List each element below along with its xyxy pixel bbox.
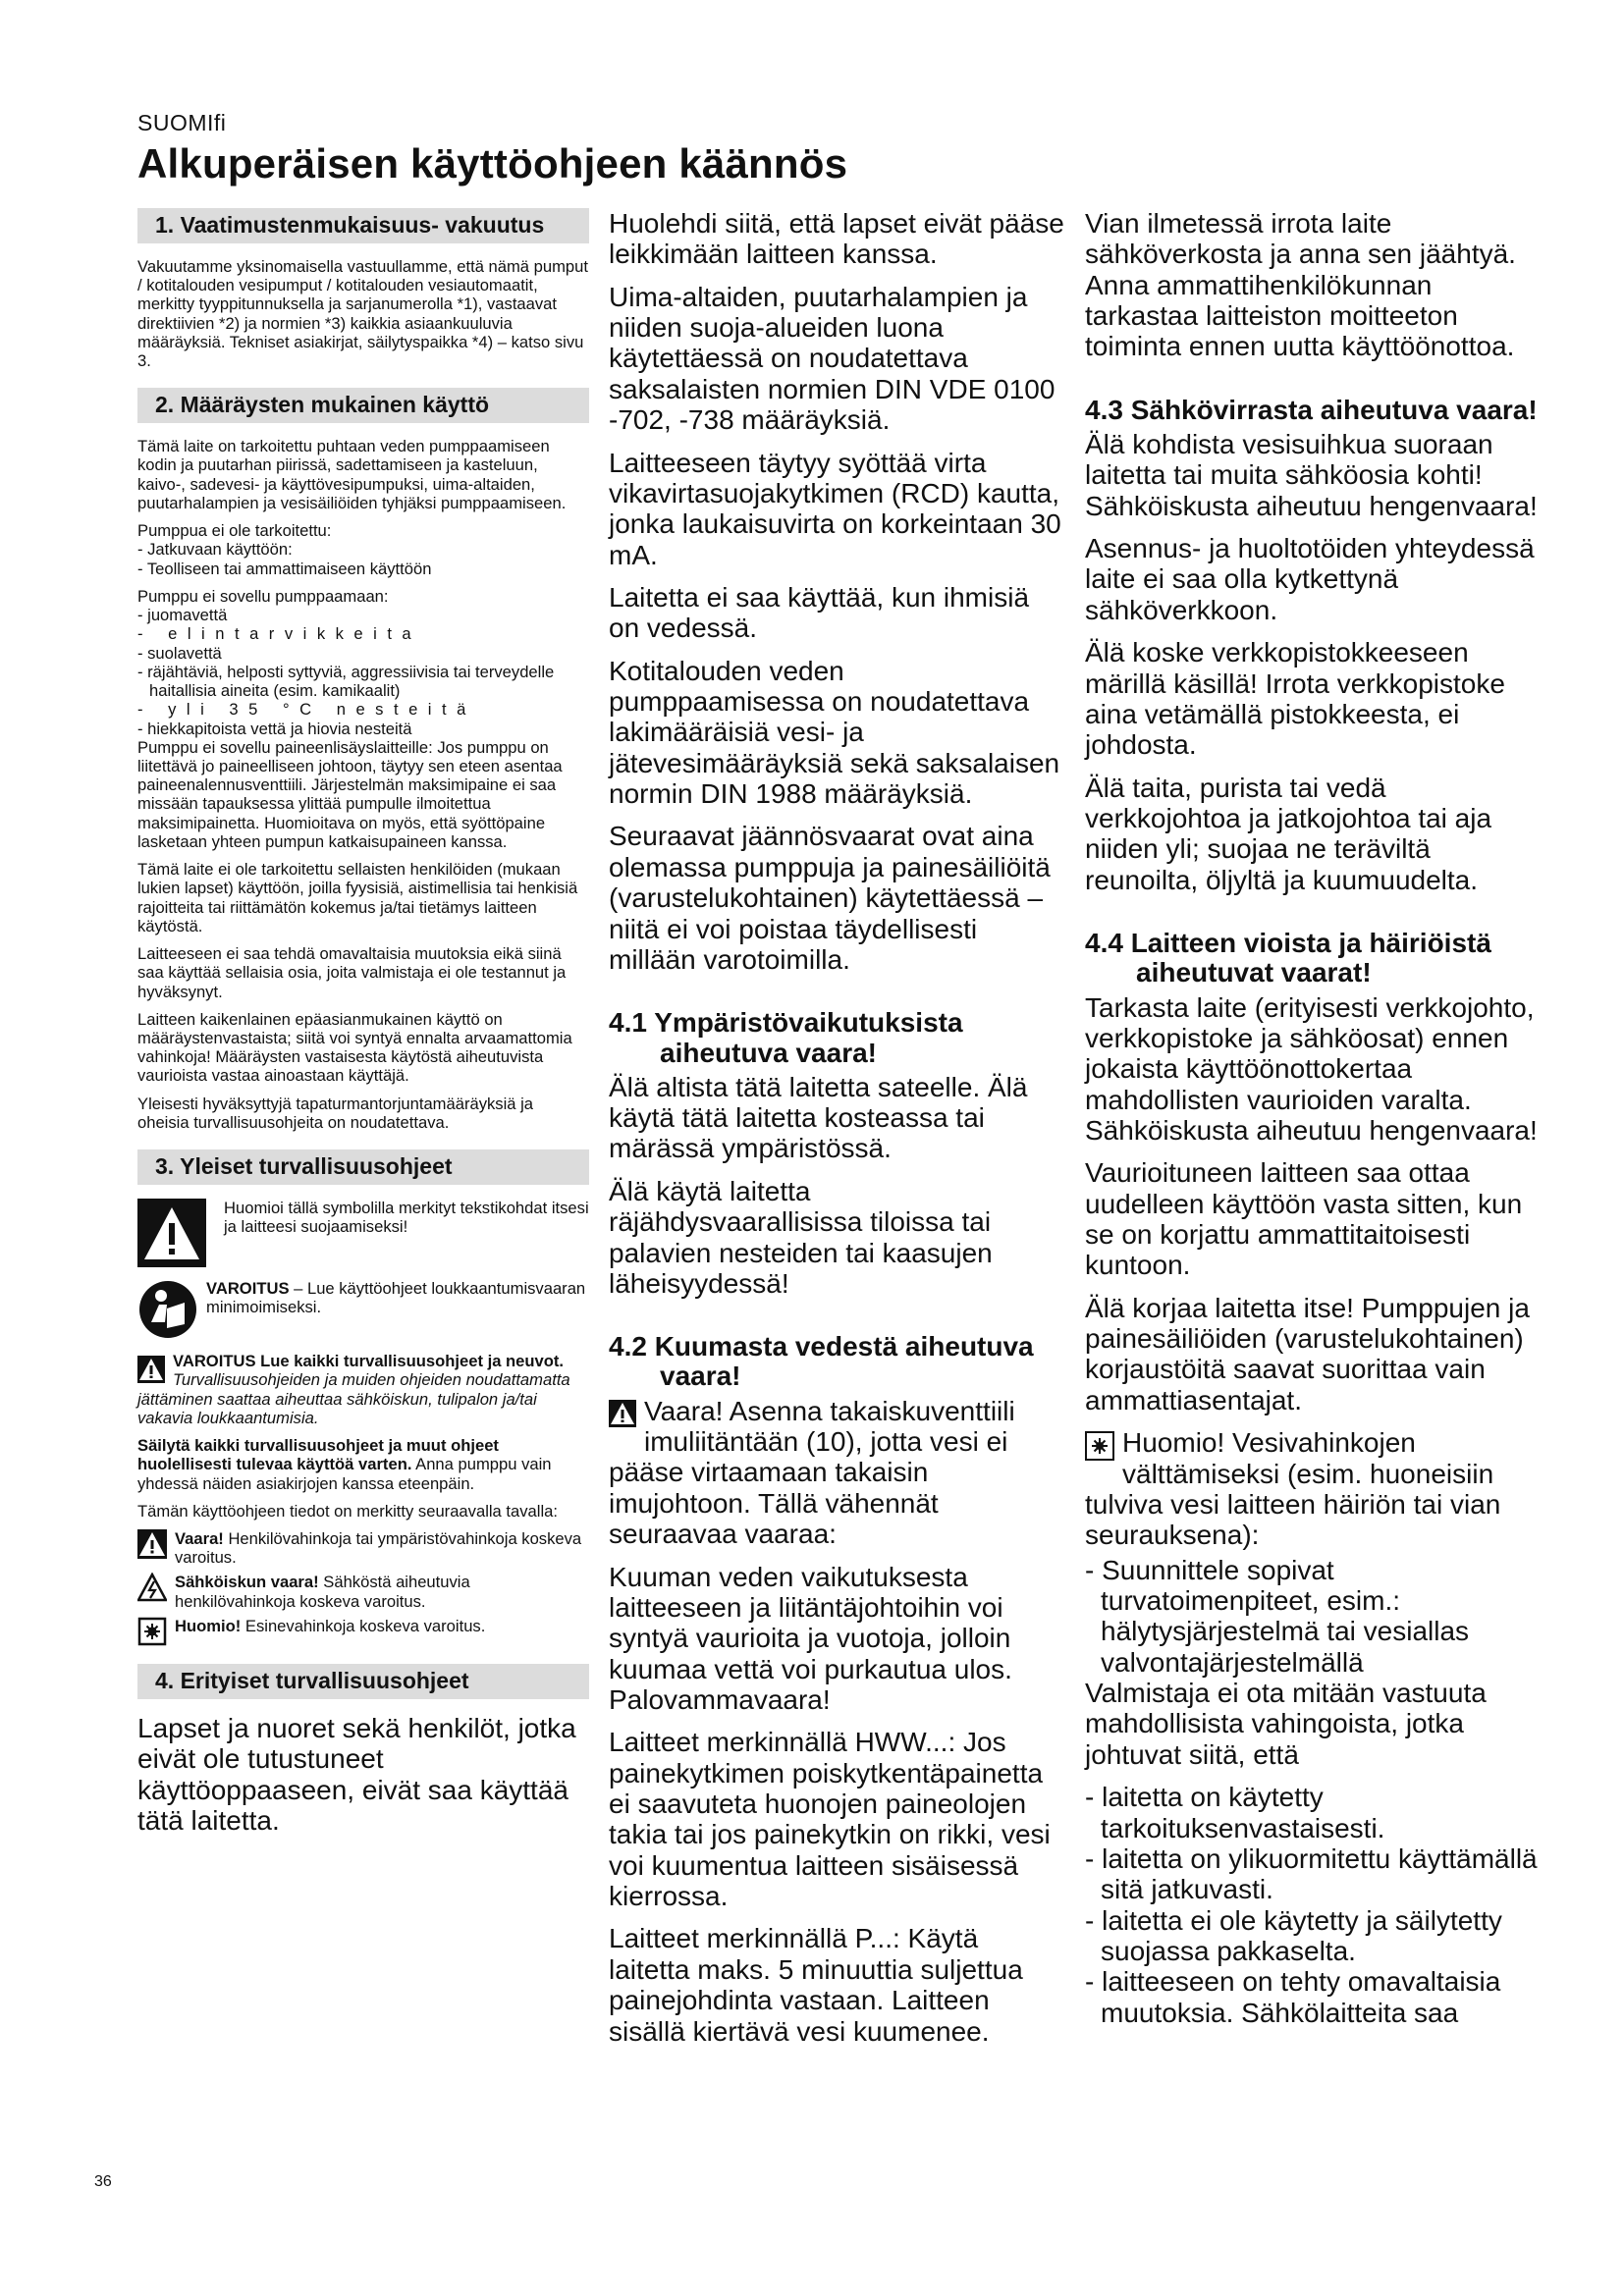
subsection-4-4-p4 xyxy=(1085,1427,1544,1550)
huomio-row xyxy=(137,1617,589,1646)
subsection-4-2-p2: Kuuman veden vaikutuksesta laitteeseen ja liitäntäjohtoihin voi syntyä vaurioita ja vuotoja, jolloin kuumaa vettä voi purkautua ulos. Palovammavaara! xyxy=(609,1561,1012,1715)
warning-symbol-row xyxy=(137,1199,589,1267)
list-item: - juomavettä xyxy=(137,606,228,625)
not-intended-block xyxy=(137,521,589,578)
warning-icon xyxy=(137,1356,165,1383)
pressure-note: Pumppu ei sovellu paineenlisäyslaitteille: Jos pumppu on liitettävä jo paineelliseen johtoon, täytyy sen eteen asentaa paineenalennusventtiili. Järjestelmän maksimipaine ei saa missään tapauksessa ylittää pumpulle ilmoitettua maksimipainetta. Huomioitava on myös, että syöttöpaine lasketaan yhteen pumpun katkaisupaineen kanssa. xyxy=(137,737,563,851)
section-4-p3: Uima-altaiden, puutarhalampien ja niiden suoja-alueiden luona käytettäessä on noudatettava saksalaisten normien DIN VDE 0100 -702, -738 määräyksiä. xyxy=(609,281,1056,436)
keep-text: Anna pumppu vain yhdessä näiden asiakirjojen kanssa eteenpäin. xyxy=(137,1455,552,1493)
subsection-4-4-p2: Vaurioituneen laitteen saa ottaa uudelleen käyttöön vasta sitten, kun se on korjattu ammattitaitoisesti kuntoon. xyxy=(1085,1157,1523,1281)
marking-intro: Tämän käyttöohjeen tiedot on merkitty seuraavalla tavalla: xyxy=(137,1501,558,1521)
read-manual-icon xyxy=(137,1279,198,1340)
list-item: - räjähtäviä, helposti syttyviä, aggressiivisia tai terveydelle haitallisia aineita (esim. kamikaalit) xyxy=(137,662,555,701)
subsection-4-2-p1 xyxy=(609,1396,1066,1550)
vaara-label: Vaara! xyxy=(175,1528,224,1548)
subsection-4-3-p1: Älä kohdista vesisuihkua suoraan laitetta tai muita sähköosia kohti! Sähköiskusta aiheutuu hengenvaara! xyxy=(1085,429,1538,521)
list-item: - laitteeseen on tehty omavaltaisia muutoksia. Sähkölaitteita saa xyxy=(1085,1966,1501,2028)
column-1 xyxy=(137,208,589,1844)
subsection-4-4-p4-text: Huomio! Vesivahinkojen välttämiseksi (esim. huoneisiin tulviva vesi laitteen häiriön tai vian seurauksena): xyxy=(1085,1427,1501,1551)
shock-text: Sähköstä aiheutuvia henkilövahinkoja koskeva varoitus. xyxy=(175,1573,470,1611)
section-2-intro: Tämä laite on tarkoitettu puhtaan veden pumppaamiseen kodin ja puutarhan piirissä, sadettamiseen ja kasteluun, kaivo-, sadevesi- ja käyttövesipumpuksi, uima-altaiden, puutarhalampien ja vesisäiliöiden tyhjäksi pumppaamiseen. xyxy=(137,437,567,512)
subsection-4-1-heading: 4.1 Ympäristövaikutuksista aiheutuva vaara! xyxy=(609,1007,963,1068)
keep-bold: Säilytä kaikki turvallisuusohjeet ja muut ohjeet huolellisesti tulevaa käyttöä varten. xyxy=(137,1436,499,1474)
section-4-p2: Huolehdi siitä, että lapset eivät pääse leikkimään laitteen kanssa. xyxy=(609,208,1064,270)
section-1-heading: 1. Vaatimustenmukaisuus- vakuutus xyxy=(137,208,589,243)
vaara-text: Henkilövahinkoja tai ympäristövahinkoja koskeva varoitus. xyxy=(175,1528,582,1568)
subsection-4-4-p5: Valmistaja ei ota mitään vastuuta mahdollisista vahingoista, jotka johtuvat siitä, että xyxy=(1085,1678,1487,1770)
varoitus-label: VAROITUS xyxy=(206,1279,290,1299)
page-title: Alkuperäisen käyttöohjeen käännös xyxy=(137,140,848,187)
subsection-4-1-p1: Älä altista tätä laitetta sateelle. Älä käytä tätä laitetta kosteassa tai märässä ympäristössä. xyxy=(609,1071,1028,1164)
varoitus-text: – Lue käyttöohjeet loukkaantumisvaaran minimoimiseksi. xyxy=(206,1279,586,1317)
page-header xyxy=(137,110,847,187)
section-4-p1: Lapset ja nuoret sekä henkilöt, jotka eivät ole tutustuneet käyttöoppaaseen, eivät saa käyttää tätä laitetta. xyxy=(137,1712,576,1836)
section-3-heading: 3. Yleiset turvallisuusohjeet xyxy=(137,1149,589,1185)
list-item: - Teolliseen tai ammattimaiseen käyttöön xyxy=(137,559,432,578)
not-suitable-block xyxy=(137,587,589,738)
section-1-text: Vakuutamme yksinomaisella vastuullamme, että nämä pumput / kotitalouden vesipumput / kotitalouden vesiautomaatit, merkitty tyyppitunnuksella ja sarjanumerolla *1), vastaavat direktiivien *2) ja normien *3) kaikkia asiaankuuluvia määräyksiä. Tekniset asiakirjat, säilytyspaikka *4) – katso sivu 3. xyxy=(137,256,588,371)
precaution-list xyxy=(1085,1555,1544,1678)
section-4-heading: 4. Erityiset turvallisuusohjeet xyxy=(137,1664,589,1699)
language-label: SUOMIfi xyxy=(137,110,227,135)
list-item: - elintarvikkeita xyxy=(137,624,422,644)
huomio-label: Huomio! xyxy=(175,1616,242,1635)
list-item: - Suunnittele sopivat turvatoimenpiteet, esim.: hälytysjärjestelmä tai vesiallas valvontajärjestelmällä xyxy=(1085,1554,1470,1678)
subsection-4-2-heading: 4.2 Kuumasta vedestä aiheutuva vaara! xyxy=(609,1331,1034,1392)
attention-box-icon xyxy=(1085,1431,1114,1461)
list-item: - suolavettä xyxy=(137,643,222,663)
warning-paragraph xyxy=(137,1352,589,1427)
list-item: - hiekkapitoista vettä ja hiovia nesteitä xyxy=(137,719,412,738)
manual-symbol-row xyxy=(137,1279,589,1340)
subsection-4-3-p4: Älä taita, purista tai vedä verkkojohtoa ja jatkojohtoa tai aja niiden yli; suojaa ne teräviltä reunoilta, öljyltä ja kuumuudelta. xyxy=(1085,772,1492,895)
column-2 xyxy=(609,208,1066,2058)
fault-paragraph: Vian ilmetessä irrota laite sähköverkosta ja anna sen jäähtyä. Anna ammattihenkilökunnan tarkastaa laitteiston moitteeton toiminta ennen uutta käyttöönottoa. xyxy=(1085,208,1516,362)
warning-triangle-icon xyxy=(137,1199,206,1267)
liability-list xyxy=(1085,1782,1544,2028)
danger-icon xyxy=(609,1400,636,1427)
section-4-p5: Laitetta ei saa käyttää, kun ihmisiä on vedessä. xyxy=(609,581,1030,644)
keep-instructions xyxy=(137,1436,589,1493)
subsection-4-3-p2: Asennus- ja huoltotöiden yhteydessä laite ei saa olla kytkettynä sähköverkkoon. xyxy=(1085,533,1535,625)
rules-note: Yleisesti hyväksyttyjä tapaturmantorjuntamääräyksiä ja oheisia turvallisuusohjeita on noudatettava. xyxy=(137,1094,534,1132)
subsection-4-4-p3: Älä korjaa laitetta itse! Pumppujen ja painesäiliöiden (varustelukohtainen) korjaustöitä saavat suorittaa vain ammattiasentajat. xyxy=(1085,1292,1530,1415)
subsection-4-3-p3: Älä koske verkkopistokkeeseen märillä käsillä! Irrota verkkopistoke aina vetämällä pistokkeesta, ei johdosta. xyxy=(1085,637,1505,761)
list-item: - Jatkuvaan käyttöön: xyxy=(137,540,293,560)
danger-icon xyxy=(137,1529,167,1559)
section-4-p6: Kotitalouden veden pumppaamisessa on noudatettava lakimääräisiä vesi- ja jätevesimääräyksiä sekä saksalaisen normin DIN 1988 määräyksiä. xyxy=(609,655,1060,810)
persons-note: Tämä laite ei ole tarkoitettu sellaisten henkilöiden (mukaan lukien lapset) käyttöön, joilla fyysisiä, aistimellisia tai henkisiä rajoitteita tai riittämätön kokemus ja/tai tietämys laitteen käytöstä. xyxy=(137,860,578,935)
huomio-text: Esinevahinkoja koskeva varoitus. xyxy=(241,1616,486,1635)
subsection-4-2-p1-text: Vaara! Asenna takaiskuventtiili imuliitäntään (10), jotta vesi ei pääse virtaamaan takaisin imujohtoon. Tällä vähennät seuraavaa vaaraa: xyxy=(609,1395,1015,1550)
section-2-heading: 2. Määräysten mukainen käyttö xyxy=(137,388,589,423)
list-item: - laitetta on käytetty tarkoituksenvastaisesti. xyxy=(1085,1782,1385,1843)
subsection-4-4-p1: Tarkasta laite (erityisesti verkkojohto, verkkopistoke ja sähköosat) ennen jokaista käyttöönottokertaa mahdollisten vaurioiden varalta. Sähköiskusta aiheutuu hengenvaara! xyxy=(1085,991,1538,1146)
subsection-4-2-p4: Laitteet merkinnällä P...: Käytä laitetta maks. 5 minuuttia suljettua painejohdinta vastaan. Laitteen sisällä kiertävä vesi kuumenee. xyxy=(609,1923,1023,2047)
page-number: 36 xyxy=(94,2173,112,2190)
varoitus-2-label: VAROITUS Lue kaikki turvallisuusohjeet ja neuvot. xyxy=(173,1352,565,1371)
subsection-4-2-p3: Laitteet merkinnällä HWW...: Jos painekytkimen poiskytkentäpainetta ei saavuteta huonojen paineolojen takia tai jos painekytkin on rikki, vesi voi kuumentua laitteen sisäisessä kierrossa. xyxy=(609,1727,1051,1912)
electric-shock-icon xyxy=(137,1573,167,1602)
list-item: - yli 35 °C nesteitä xyxy=(137,700,476,720)
subsection-4-4-heading: 4.4 Laitteen vioista ja häiriöistä aiheutuvat vaarat! xyxy=(1085,928,1491,988)
not-intended-title: Pumppua ei ole tarkoitettu: xyxy=(137,521,332,541)
section-4-p4: Laitteeseen täytyy syöttää virta vikavirtasuojakytkimen (RCD) kautta, jonka laukaisuvirta on korkeintaan 30 mA. xyxy=(609,447,1061,570)
subsection-4-1-p2: Älä käytä laitetta räjähdysvaarallisissa tiloissa tai palavien nesteiden tai kaasujen läheisyydessä! xyxy=(609,1175,993,1299)
column-3 xyxy=(1085,208,1544,2028)
warning-symbol-text: Huomioi tällä symbolilla merkityt tekstikohdat itsesi ja laitteesi suojaamiseksi! xyxy=(224,1199,589,1237)
shock-label: Sähköiskun vaara! xyxy=(175,1573,319,1592)
varoitus-2-text: Turvallisuusohjeiden ja muiden ohjeiden noudattamatta jättäminen saattaa aiheuttaa sähköiskun, tulipalon ja/tai vakavia loukkaantumisia. xyxy=(137,1370,570,1427)
vaara-row xyxy=(137,1529,589,1567)
list-item: - laitetta on ylikuormitettu käyttämällä sitä jatkuvasti. xyxy=(1085,1842,1538,1905)
modifications-note: Laitteeseen ei saa tehdä omavaltaisia muutoksia eikä siinä saa käyttää sellaisia osia, joita valmistaja ei ole testannut ja hyväksynyt. xyxy=(137,944,567,1001)
misuse-note: Laitteen kaikenlainen epäasianmukainen käyttö on määräystenvastaista; siitä voi syntyä ennalta arvaamattomia vahinkoja! Määräysten vastaisesta käytöstä aiheutuvista vaurioista vastaa ainoastaan käyttäjä. xyxy=(137,1009,572,1086)
shock-row xyxy=(137,1573,589,1610)
not-suitable-title: Pumppu ei sovellu pumppaamaan: xyxy=(137,586,389,606)
list-item: - laitetta ei ole käytetty ja säilytetty suojassa pakkaselta. xyxy=(1085,1904,1502,1966)
attention-box-icon xyxy=(137,1617,167,1646)
section-4-p7: Seuraavat jäännösvaarat ovat aina olemassa pumppuja ja painesäiliöitä (varustelukohtainen) käytettäessä – niitä ei voi poistaa täydellisesti millään varotoimilla. xyxy=(609,821,1051,975)
subsection-4-3-heading: 4.3 Sähkövirrasta aiheutuva vaara! xyxy=(1085,394,1538,425)
